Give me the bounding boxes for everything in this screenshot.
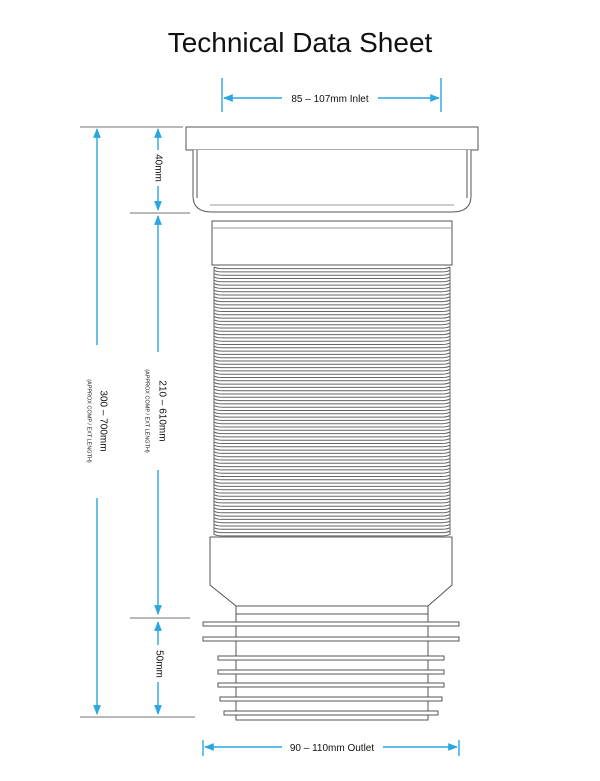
corrugation-rib xyxy=(214,366,450,368)
corrugation-rib xyxy=(214,313,450,315)
corrugation-rib xyxy=(214,373,450,375)
corrugation-rib xyxy=(214,383,450,385)
corrugation-rib xyxy=(214,356,450,358)
inlet-rim xyxy=(186,127,478,150)
corrugation-rib xyxy=(214,478,450,480)
corrugation-rib xyxy=(214,511,450,513)
outlet-core xyxy=(236,614,428,720)
corrugation-rib xyxy=(214,369,450,371)
corrugation-rib xyxy=(214,425,450,427)
corrugation-rib xyxy=(214,475,450,477)
corrugation-rib xyxy=(214,491,450,493)
corrugation-rib xyxy=(214,534,450,536)
corrugation-rib xyxy=(214,442,450,444)
corrugation-rib xyxy=(214,330,450,332)
corrugation-rib xyxy=(214,346,450,348)
corrugation-rib xyxy=(214,422,450,424)
inlet-dimension-label: 85 – 107mm Inlet xyxy=(291,94,369,105)
outlet-fin xyxy=(218,656,444,660)
corrugation-rib xyxy=(214,399,450,401)
outlet-collar-dimension-label: 50mm xyxy=(153,650,165,678)
corrugation-rib xyxy=(214,409,450,411)
corrugation-rib xyxy=(214,495,450,497)
corrugation-rib xyxy=(214,353,450,355)
corrugation-rib xyxy=(214,307,450,309)
corrugation-rib xyxy=(214,363,450,365)
corrugation-rib xyxy=(214,515,450,517)
corrugation-rib xyxy=(214,435,450,437)
corrugation-rib xyxy=(214,287,450,289)
corrugation-rib xyxy=(214,270,450,272)
corrugation-rib xyxy=(214,293,450,295)
corrugation-rib xyxy=(214,468,450,470)
outlet-fin xyxy=(220,697,442,701)
corrugation-rib xyxy=(214,508,450,510)
corrugation-rib xyxy=(214,406,450,408)
corrugated-section xyxy=(214,267,450,536)
corrugation-rib xyxy=(214,376,450,378)
corrugation-rib xyxy=(214,521,450,523)
corrugation-rib xyxy=(214,485,450,487)
corrugation-rib xyxy=(214,386,450,388)
corrugation-rib xyxy=(214,277,450,279)
corrugation-rib xyxy=(214,333,450,335)
overall-length-label: 300 – 700mm xyxy=(97,390,109,452)
corrugation-rib xyxy=(214,458,450,460)
corrugation-rib xyxy=(214,501,450,503)
corrugation-rib xyxy=(214,498,450,500)
corrugation-rib xyxy=(214,528,450,530)
corrugation-rib xyxy=(214,280,450,282)
corrugation-rib xyxy=(214,326,450,328)
corrugation-rib xyxy=(214,290,450,292)
corrugation-rib xyxy=(214,419,450,421)
corrugation-rib xyxy=(214,284,450,286)
corrugation-rib xyxy=(214,297,450,299)
corrugation-rib xyxy=(214,340,450,342)
corrugation-rib xyxy=(214,488,450,490)
corrugation-rib xyxy=(214,452,450,454)
corrugation-rib xyxy=(214,303,450,305)
corrugation-rib xyxy=(214,505,450,507)
page-title: Technical Data Sheet xyxy=(167,27,433,58)
corrugation-rib xyxy=(214,482,450,484)
corrugation-rib xyxy=(214,274,450,276)
corrugation-rib xyxy=(214,445,450,447)
outlet-fins xyxy=(203,614,459,720)
lower-band xyxy=(210,537,452,606)
collar-dimension-label: 40mm xyxy=(152,154,164,182)
corrugation-rib xyxy=(214,455,450,457)
corrugation-rib xyxy=(214,429,450,431)
corrugation-rib xyxy=(214,416,450,418)
corrugation-rib xyxy=(214,317,450,319)
corrugation-rib xyxy=(214,300,450,302)
outlet-fin xyxy=(203,622,459,626)
corrugation-rib xyxy=(214,524,450,526)
corrugation-rib xyxy=(214,412,450,414)
corrugation-rib xyxy=(214,323,450,325)
middle-length-note: (APPROX COMP / EXT LENGTH) xyxy=(143,369,150,453)
corrugation-rib xyxy=(214,462,450,464)
outlet-dimension-label: 90 – 110mm Outlet xyxy=(289,743,375,754)
overall-length-note: (APPROX COMP / EXT LENGTH) xyxy=(85,379,92,463)
corrugation-rib xyxy=(214,392,450,394)
inlet-collar xyxy=(193,150,471,212)
corrugation-rib xyxy=(214,518,450,520)
corrugation-rib xyxy=(214,359,450,361)
corrugation-rib xyxy=(214,379,450,381)
corrugation-rib xyxy=(214,465,450,467)
middle-length-label: 210 – 610mm xyxy=(156,380,168,442)
corrugation-rib xyxy=(214,439,450,441)
corrugation-rib xyxy=(214,343,450,345)
corrugation-rib xyxy=(214,449,450,451)
outlet-fin xyxy=(218,683,444,687)
corrugation-rib xyxy=(214,402,450,404)
corrugation-rib xyxy=(214,389,450,391)
corrugation-rib xyxy=(214,396,450,398)
corrugation-rib xyxy=(214,310,450,312)
corrugation-rib xyxy=(214,432,450,434)
corrugation-rib xyxy=(214,472,450,474)
corrugation-rib xyxy=(214,320,450,322)
outlet-fin xyxy=(224,711,438,715)
corrugation-rib xyxy=(214,531,450,533)
corrugation-rib xyxy=(214,267,450,269)
corrugation-rib xyxy=(214,336,450,338)
outlet-fin xyxy=(203,637,459,641)
corrugation-rib xyxy=(214,350,450,352)
outlet-fin xyxy=(218,670,444,674)
